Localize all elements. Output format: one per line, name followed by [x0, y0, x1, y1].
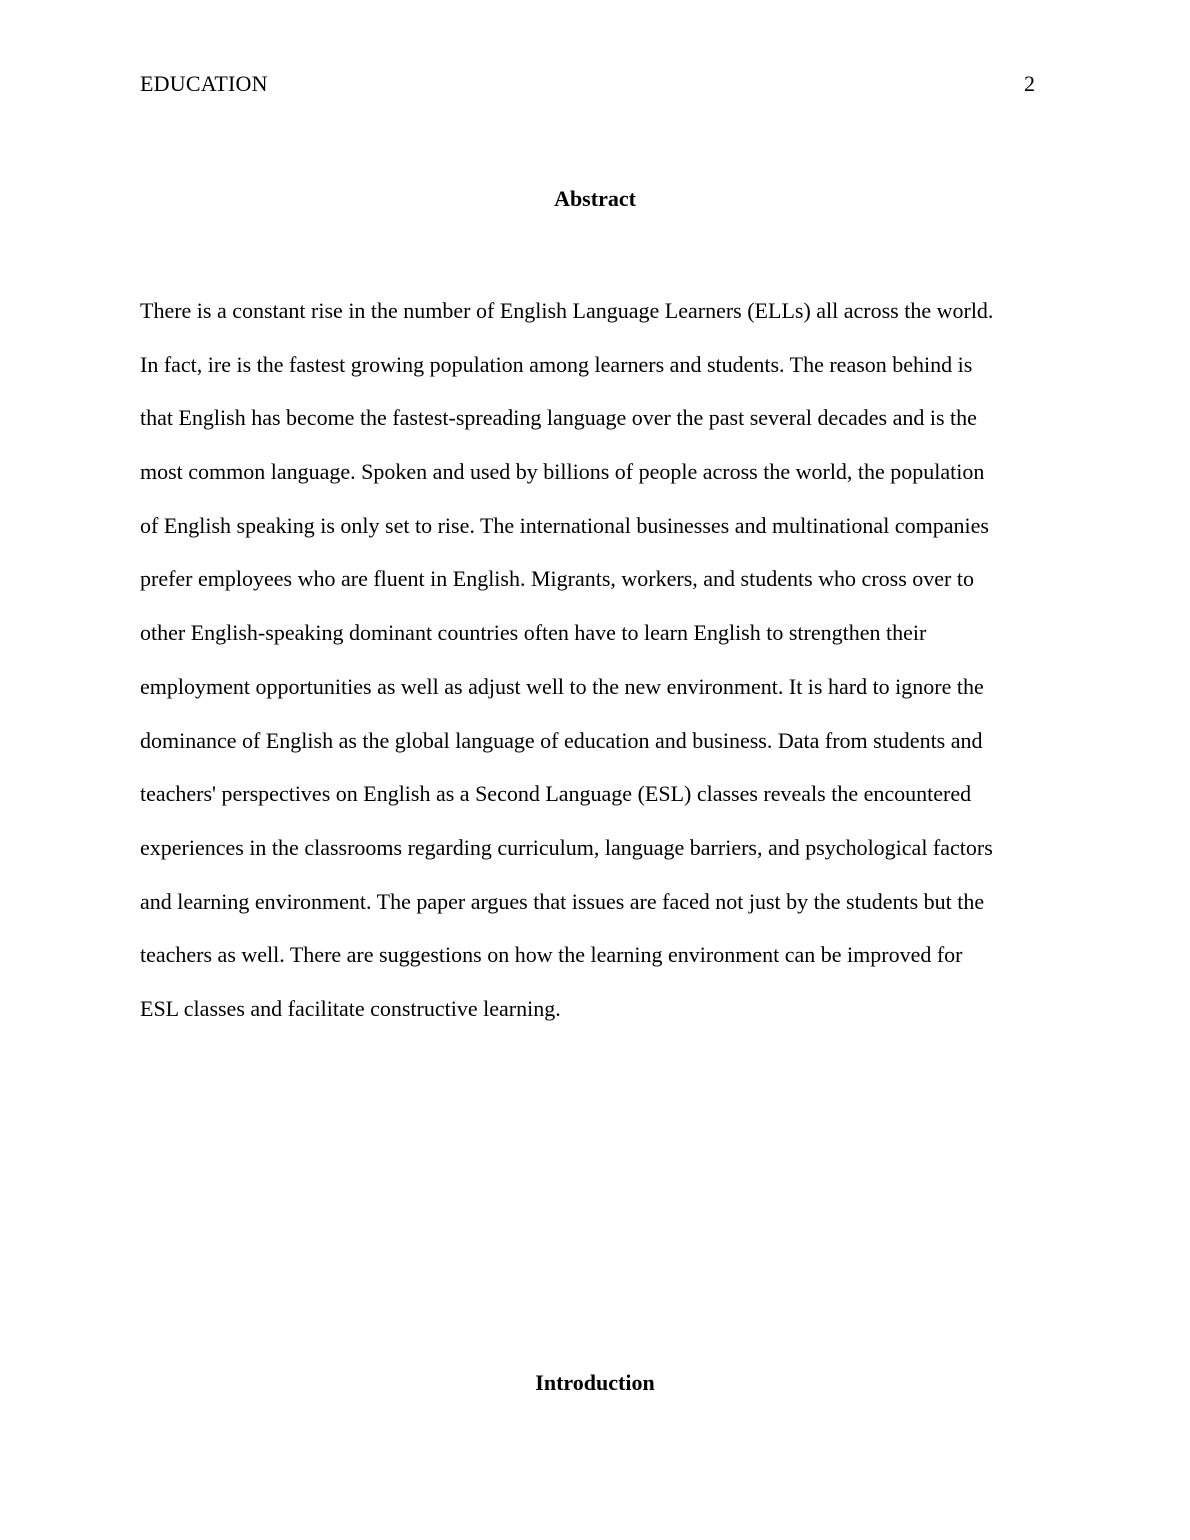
abstract-line: dominance of English as the global language of education and business. Data from students and — [140, 727, 983, 753]
abstract-line: that English has become the fastest-spreading language over the past several decades and is the — [140, 405, 977, 431]
introduction-heading: Introduction — [535, 1370, 655, 1395]
abstract-line: ESL classes and facilitate constructive learning. — [140, 995, 561, 1021]
abstract-line: teachers' perspectives on English as a Second Language (ESL) classes reveals the encountered — [140, 781, 972, 807]
abstract-paragraph — [140, 284, 1060, 1036]
abstract-heading: Abstract — [554, 186, 636, 211]
abstract-line: experiences in the classrooms regarding curriculum, language barriers, and psychological factors — [140, 834, 993, 860]
abstract-line: In fact, ire is the fastest growing population among learners and students. The reason behind is — [140, 351, 973, 377]
page-number: 2 — [1024, 71, 1035, 96]
abstract-line: teachers as well. There are suggestions on how the learning environment can be improved for — [140, 942, 963, 968]
abstract-line: prefer employees who are fluent in English. Migrants, workers, and students who cross over to — [140, 566, 974, 592]
abstract-line: employment opportunities as well as adjust well to the new environment. It is hard to ignore the — [140, 673, 984, 699]
abstract-line: and learning environment. The paper argues that issues are faced not just by the students but the — [140, 888, 985, 914]
abstract-line: of English speaking is only set to rise. The international businesses and multinational companies — [140, 512, 989, 538]
running-head: EDUCATION — [140, 71, 268, 96]
abstract-line: other English-speaking dominant countries often have to learn English to strengthen their — [140, 620, 927, 646]
abstract-line: There is a constant rise in the number of English Language Learners (ELLs) all across the world. — [140, 298, 994, 323]
abstract-line: most common language. Spoken and used by billions of people across the world, the population — [140, 459, 985, 485]
